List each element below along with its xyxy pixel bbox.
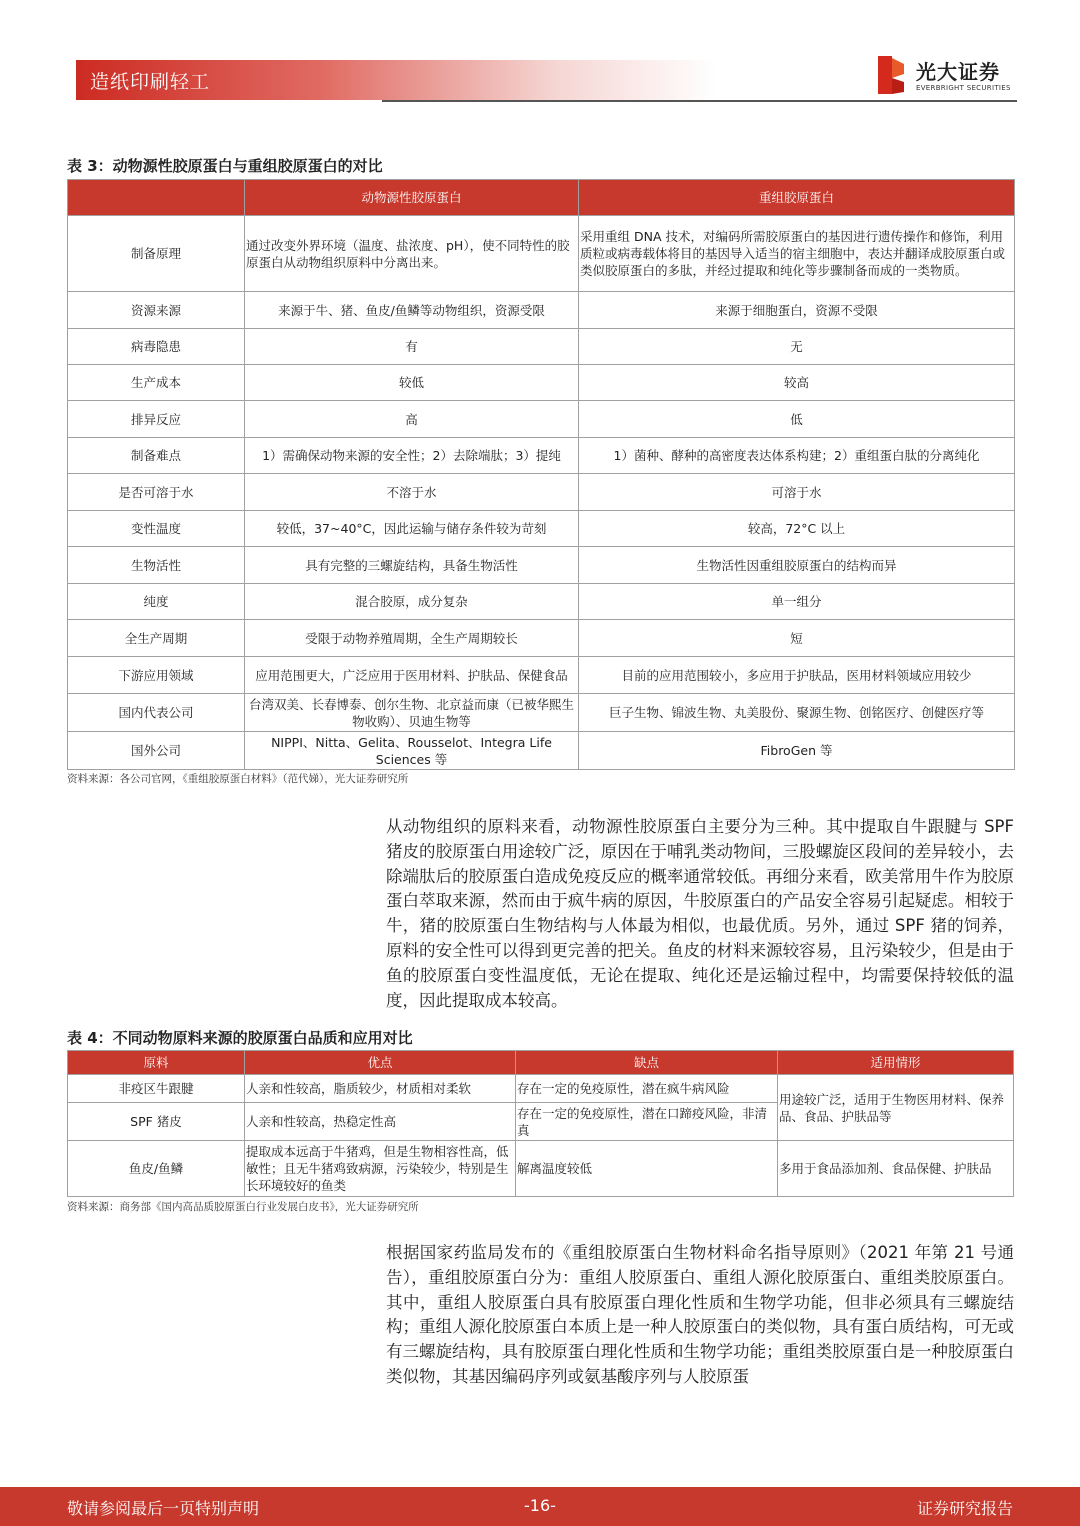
table4-caption: 表 4：不同动物原料来源的胶原蛋白品质和应用对比 — [67, 1029, 413, 1047]
table3-animal-cell: 混合胶原，成分复杂 — [245, 584, 579, 620]
table3-header-row — [68, 180, 1015, 216]
table4-row — [68, 1075, 1014, 1103]
table3-recomb-cell: 可溶于水 — [579, 474, 1015, 511]
table3-label-cell: 生物活性 — [68, 547, 245, 584]
table3-recomb-cell: 较高 — [579, 365, 1015, 401]
table3-row — [68, 329, 1015, 365]
table4-material-cell: SPF 猪皮 — [68, 1103, 245, 1141]
table4-source: 资料来源：商务部《国内高品质胶原蛋白行业发展白皮书》，光大证券研究所 — [67, 1201, 419, 1213]
table3-label-cell: 制备原理 — [68, 216, 245, 292]
table3-label-cell: 制备难点 — [68, 438, 245, 474]
header-divider — [382, 100, 1017, 102]
table3-header-cell: 动物源性胶原蛋白 — [245, 180, 579, 216]
table3-animal-cell: 不溶于水 — [245, 474, 579, 511]
table3-animal-cell: 来源于牛、猪、鱼皮/鱼鳞等动物组织，资源受限 — [245, 292, 579, 329]
table3-recomb-cell: 生物活性因重组胶原蛋白的结构而异 — [579, 547, 1015, 584]
table3-label-cell: 变性温度 — [68, 511, 245, 547]
logo-name-en: EVERBRIGHT SECURITIES — [916, 84, 1011, 92]
table3-row — [68, 401, 1015, 438]
table3-recomb-cell: 单一组分 — [579, 584, 1015, 620]
table4-header-cell: 适用情形 — [778, 1051, 1014, 1075]
table3-caption: 表 3：动物源性胶原蛋白与重组胶原蛋白的对比 — [67, 157, 383, 175]
table4-pros-cell: 人亲和性较高，热稳定性高 — [245, 1103, 516, 1141]
table4-pros-cell: 提取成本远高于牛猪鸡，但是生物相容性高，低敏性；且无牛猪鸡致病源，污染较少，特别是生长环境较好的鱼类 — [245, 1141, 516, 1197]
body-paragraph-2: 根据国家药监局发布的《重组胶原蛋白生物材料命名指导原则》（2021 年第 21 号通告），重组胶原蛋白分为：重组人胶原蛋白、重组人源化胶原蛋白、重组类胶原蛋白。其中，重组人胶原蛋白具有胶原蛋白理化性质和生物学功能，但非必须具有三螺旋结构；重组人源化胶原蛋白本质上是一种人胶原蛋白的类似物，具有蛋白质结构，可无或有三螺旋结构，具有胶原蛋白理化性质和生物学功能；重组类胶原蛋白是一种胶原蛋白类似物，其基因编码序列或氨基酸序列与人胶原蛋 — [386, 1243, 1014, 1386]
table3-recomb-cell: 来源于细胞蛋白，资源不受限 — [579, 292, 1015, 329]
table3-row — [68, 732, 1015, 770]
footer-report-type: 证券研究报告 — [916, 1499, 1013, 1518]
page-footer — [0, 1487, 1080, 1526]
table4-header-cell: 原料 — [68, 1051, 245, 1075]
table4-comparison — [67, 1050, 1014, 1197]
table3-row — [68, 694, 1015, 732]
table3-row — [68, 365, 1015, 401]
table4-material-cell: 非疫区牛跟腱 — [68, 1075, 245, 1103]
everbright-logo-icon — [876, 54, 908, 96]
table3-header-cell — [68, 180, 245, 216]
table3-label-cell: 生产成本 — [68, 365, 245, 401]
table3-row — [68, 292, 1015, 329]
table4-pros-cell: 人亲和性较高，脂质较少，材质相对柔软 — [245, 1075, 516, 1103]
everbright-logo — [876, 52, 1016, 98]
table3-label-cell: 全生产周期 — [68, 620, 245, 657]
table4-header-cell: 优点 — [245, 1051, 516, 1075]
table3-recomb-cell: 采用重组 DNA 技术，对编码所需胶原蛋白的基因进行遗传操作和修饰，利用质粒或病毒载体将目的基因导入适当的宿主细胞中，表达并翻译成胶原蛋白或类似胶原蛋白的多肽，并经过提取和纯化等步骤制备而成的一类物质。 — [579, 216, 1015, 292]
table3-row — [68, 438, 1015, 474]
table3-header-cell: 重组胶原蛋白 — [579, 180, 1015, 216]
table4-material-cell: 鱼皮/鱼鳞 — [68, 1141, 245, 1197]
table3-recomb-cell: 短 — [579, 620, 1015, 657]
table3-animal-cell: 有 — [245, 329, 579, 365]
table3-animal-cell: 较低，37~40°C，因此运输与储存条件较为苛刻 — [245, 511, 579, 547]
table3-row — [68, 620, 1015, 657]
footer-disclaimer-link[interactable]: 敬请参阅最后一页特别声明 — [67, 1499, 260, 1518]
table3-comparison — [67, 179, 1015, 770]
table3-source: 资料来源：各公司官网，《重组胶原蛋白材料》（范代娣），光大证券研究所 — [67, 773, 409, 785]
table3-recomb-cell: 目前的应用范围较小，多应用于护肤品，医用材料领域应用较少 — [579, 657, 1015, 694]
table3-recomb-cell: FibroGen 等 — [579, 732, 1015, 770]
table3-animal-cell: 通过改变外界环境（温度、盐浓度、pH），使不同特性的胶原蛋白从动物组织原料中分离出来。 — [245, 216, 579, 292]
table3-row — [68, 547, 1015, 584]
section-title: 造纸印刷轻工 — [90, 71, 211, 93]
table3-animal-cell: 1）需确保动物来源的安全性；2）去除端肽；3）提纯 — [245, 438, 579, 474]
table3-label-cell: 国外公司 — [68, 732, 245, 770]
table3-row — [68, 474, 1015, 511]
table4-header-cell: 缺点 — [516, 1051, 778, 1075]
table3-recomb-cell: 低 — [579, 401, 1015, 438]
table3-label-cell: 病毒隐患 — [68, 329, 245, 365]
table4-use-cell-merged: 用途较广泛，适用于生物医用材料、保养品、食品、护肤品等 — [778, 1075, 1014, 1141]
table3-row — [68, 511, 1015, 547]
body-paragraph-1: 从动物组织的原料来看，动物源性胶原蛋白主要分为三种。其中提取自牛跟腱与 SPF 猪皮的胶原蛋白用途较广泛，原因在于哺乳类动物间，三股螺旋区段间的差异较小，去除端肽后的胶原蛋白造成免疫反应的概率通常较低。再细分来看，欧美常用牛作为胶原蛋白萃取来源，然而由于疯牛病的原因，牛胶原蛋白的产品安全容易引起疑虑。相较于牛，猪的胶原蛋白生物结构与人体最为相似，也最优质。另外，通过 SPF 猪的饲养，原料的安全性可以得到更完善的把关。鱼皮的材料来源较容易，且污染较少，但是由于鱼的胶原蛋白变性温度低，无论在提取、纯化还是运输过程中，均需要保持较低的温度，因此提取成本较高。 — [386, 817, 1014, 1010]
table3-recomb-cell: 较高，72°C 以上 — [579, 511, 1015, 547]
table3-animal-cell: 应用范围更大，广泛应用于医用材料、护肤品、保健食品 — [245, 657, 579, 694]
table4-cons-cell: 解离温度较低 — [516, 1141, 778, 1197]
table3-animal-cell: NIPPI、Nitta、Gelita、Rousselot、Integra Life Sciences 等 — [245, 732, 579, 770]
table3-row — [68, 657, 1015, 694]
table4-cons-cell: 存在一定的免疫原性，潜在疯牛病风险 — [516, 1075, 778, 1103]
table4-row — [68, 1141, 1014, 1197]
table3-recomb-cell: 巨子生物、锦波生物、丸美股份、聚源生物、创铭医疗、创健医疗等 — [579, 694, 1015, 732]
table3-animal-cell: 受限于动物养殖周期，全生产周期较长 — [245, 620, 579, 657]
table3-animal-cell: 较低 — [245, 365, 579, 401]
table3-label-cell: 纯度 — [68, 584, 245, 620]
table3-recomb-cell: 1）菌种、酵种的高密度表达体系构建；2）重组蛋白肽的分离纯化 — [579, 438, 1015, 474]
table3-animal-cell: 台湾双美、长春博泰、创尔生物、北京益而康（已被华熙生物收购）、贝迪生物等 — [245, 694, 579, 732]
table4-cons-cell: 存在一定的免疫原性，潜在口蹄疫风险，非清真 — [516, 1103, 778, 1141]
table3-label-cell: 排异反应 — [68, 401, 245, 438]
table4-header-row — [68, 1051, 1014, 1075]
table3-label-cell: 国内代表公司 — [68, 694, 245, 732]
table3-animal-cell: 具有完整的三螺旋结构，具备生物活性 — [245, 547, 579, 584]
table3-row — [68, 216, 1015, 292]
table3-recomb-cell: 无 — [579, 329, 1015, 365]
page-number: -16- — [524, 1496, 556, 1515]
logo-name-cn: 光大证券 — [916, 60, 1000, 84]
header-section-bar — [76, 60, 716, 100]
table3-label-cell: 资源来源 — [68, 292, 245, 329]
table3-label-cell: 下游应用领域 — [68, 657, 245, 694]
table4-use-cell: 多用于食品添加剂、食品保健、护肤品 — [778, 1141, 1014, 1197]
table3-label-cell: 是否可溶于水 — [68, 474, 245, 511]
table3-animal-cell: 高 — [245, 401, 579, 438]
table3-row — [68, 584, 1015, 620]
